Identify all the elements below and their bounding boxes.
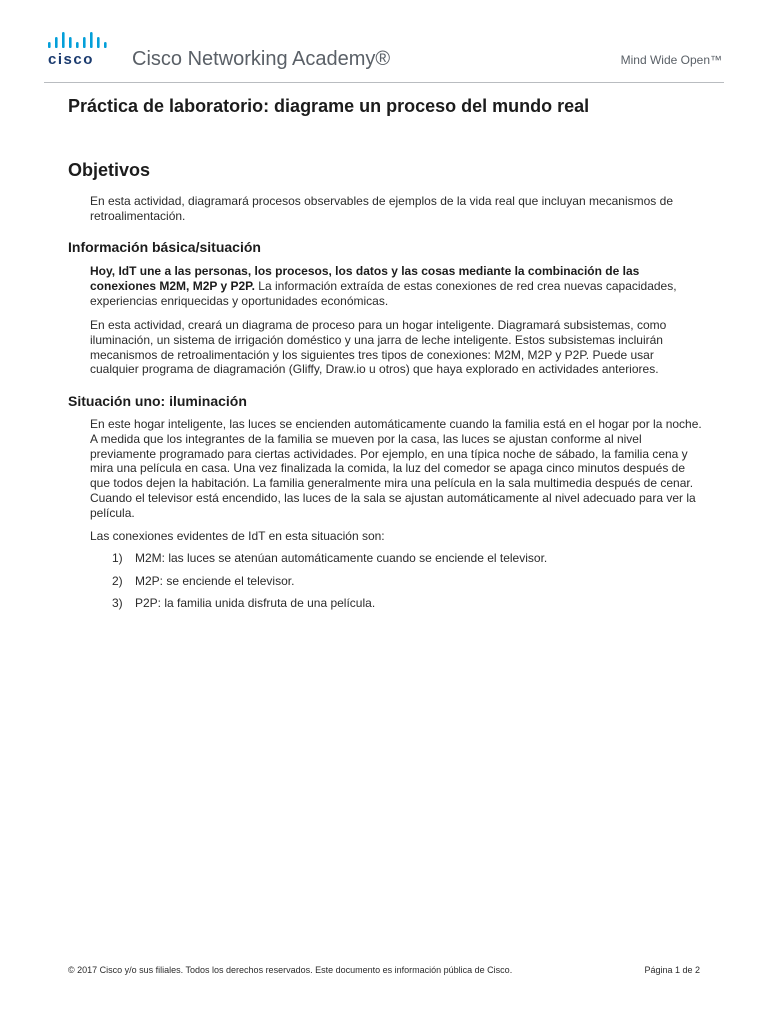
situacion-heading: Situación uno: iluminación: [68, 393, 247, 409]
objetivos-text: En esta actividad, diagramará procesos observables de ejemplos de la vida real que incluyan mecanismos de retroalimentación.: [90, 194, 673, 223]
connections-list: [90, 551, 704, 619]
list-item-text: P2P: la familia unida disfruta de una película.: [135, 596, 376, 610]
list-item-text: M2P: se enciende el televisor.: [135, 573, 295, 588]
informacion-paragraph-1-bold: Hoy, IdT une a las personas, los procesos, los datos y las cosas mediante la combinación de las conexiones M2M, M2P y P2P.: [90, 264, 640, 293]
academy-name: Cisco Networking Academy®: [132, 48, 391, 70]
list-item-number: 3): [112, 596, 123, 610]
list-item-number: 1): [112, 551, 123, 565]
list-item-number: 2): [112, 573, 123, 588]
list-item-text: M2M: las luces se atenúan automáticamente cuando se enciende el televisor.: [135, 551, 548, 565]
footer-copyright: © 2017 Cisco y/o sus filiales. Todos los derechos reservados. Este documento es información pública de Cisco.: [68, 965, 513, 975]
footer-page-number: Página 1 de 2: [644, 965, 700, 975]
informacion-paragraph-1: [90, 264, 704, 308]
informacion-paragraph-1-rest: La información extraída de estas conexiones de red crea nuevas capacidades, experiencias enriquecidas y oportunidades económicas.: [90, 278, 677, 308]
page-header: [0, 0, 768, 90]
list-item: [90, 574, 704, 597]
tagline: Mind Wide Open™: [620, 53, 722, 67]
situacion-paragraph-2: Las conexiones evidentes de IdT en esta situación son:: [90, 529, 385, 543]
list-item: [90, 551, 704, 574]
informacion-heading: Información básica/situación: [68, 239, 261, 255]
situacion-paragraph-1: En este hogar inteligente, las luces se encienden automáticamente cuando la familia está en el hogar por la noche. A medida que los integrantes de la familia se mueven por la casa, las luces se ajustan conforme al nivel previamente programado para ciertas actividades. Por ejemplo, en una típica noche de sábado, la familia cena y mira una película en casa. Una vez finalizada la comida, la luz del comedor se apaga cinco minutos después de que todos dejen la habitación. La familia generalmente mira una película en la sala multimedia después de cenar. Cuando el televisor está encendido, las luces de la sala se ajustan automáticamente al nivel adecuado para ver la película.: [90, 417, 702, 520]
list-item: [90, 596, 704, 619]
cisco-wordmark: cisco: [48, 51, 94, 68]
header-divider: [44, 82, 724, 83]
objetivos-heading: Objetivos: [68, 160, 151, 180]
informacion-paragraph-2: En esta actividad, creará un diagrama de proceso para un hogar inteligente. Diagramará subsistemas, como iluminación, un sistema de irrigación doméstico y una jarra de leche inteligente. Estos subsistemas incluirán mecanismos de retroalimentación y los siguientes tres tipos de conexiones: M2M, M2P y P2P. Puede usar cualquier programa de diagramación (Gliffy, Draw.io u otros) que haya explorado en actividades anteriores.: [90, 318, 667, 377]
document-title: Práctica de laboratorio: diagrame un proceso del mundo real: [68, 96, 590, 116]
